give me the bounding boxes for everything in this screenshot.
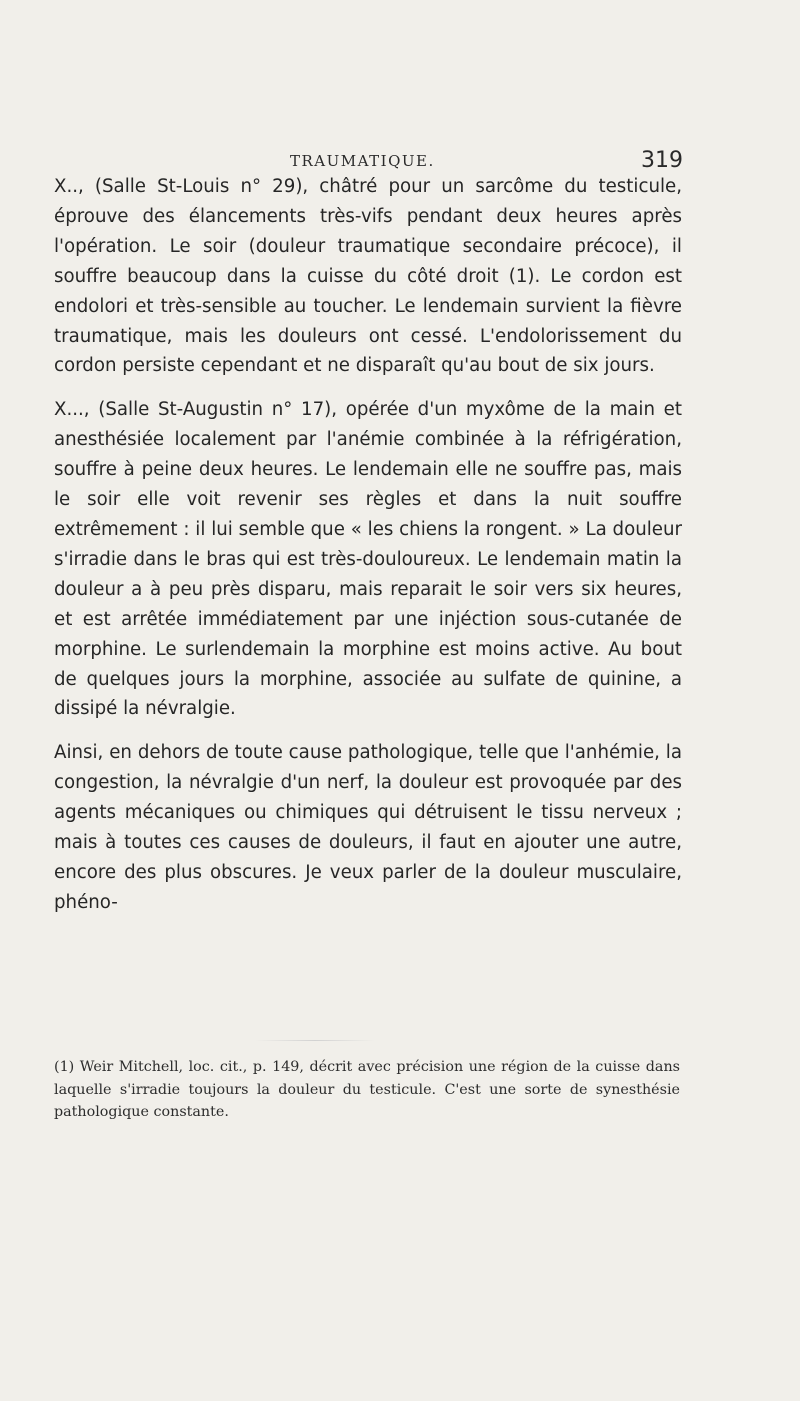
running-head: TRAUMATIQUE. xyxy=(290,152,435,170)
paragraph-conclusion: Ainsi, en dehors de toute cause pathologique, telle que l'anhémie, la congestion, la névralgie d'un nerf, la douleur est provoquée par des agents mécaniques ou chimiques qui détruisent le tissu nerveux ; mais à toutes ces causes de douleurs, il faut en ajouter une autre, encore des plus obscures. Je veux parler de la douleur musculaire, phéno- xyxy=(54,742,682,913)
paragraph-case-salle-st-augustin: X..., (Salle St-Augustin n° 17), opérée d'un myxôme de la main et anesthésiée localement par l'anémie combinée à la réfrigération, souffre à peine deux heures. Le lendemain elle ne souffre pas, mais le soir elle voit revenir ses règles et dans la nuit souffre extrêmement : il lui semble que « les chiens la rongent. » La douleur s'irradie dans le bras qui est très-douloureux. Le lendemain matin la douleur a à peu près disparu, mais reparait le soir vers six heures, et est arrêtée immédiatement par une injéction sous-cutanée de morphine. Le surlendemain la morphine est moins active. Au bout de quelques jours la morphine, associée au sulfate de quinine, a dissipé la névralgie. xyxy=(54,399,682,720)
paragraph-case-salle-st-louis: X.., (Salle St-Louis n° 29), châtré pour un sarcôme du testicule, éprouve des élancements très-vifs pendant deux heures après l'opération. Le soir (douleur traumatique secondaire précoce), il souffre beaucoup dans la cuisse du côté droit (1). Le cordon est endolori et très-sensible au toucher. Le lendemain survient la fièvre traumatique, mais les douleurs ont cessé. L'endolorissement du cordon persiste cependant et ne disparaît qu'au bout de six jours. xyxy=(54,176,682,377)
footnote xyxy=(54,1056,680,1124)
footnote-text: (1) Weir Mitchell, loc. cit., p. 149, décrit avec précision une région de la cuisse dans laquelle s'irradie toujours la douleur du testicule. C'est une sorte de synesthésie pathologique constante. xyxy=(54,1059,680,1120)
page-number: 319 xyxy=(641,148,683,173)
body-text xyxy=(54,172,682,924)
footnote-divider xyxy=(255,1040,375,1041)
